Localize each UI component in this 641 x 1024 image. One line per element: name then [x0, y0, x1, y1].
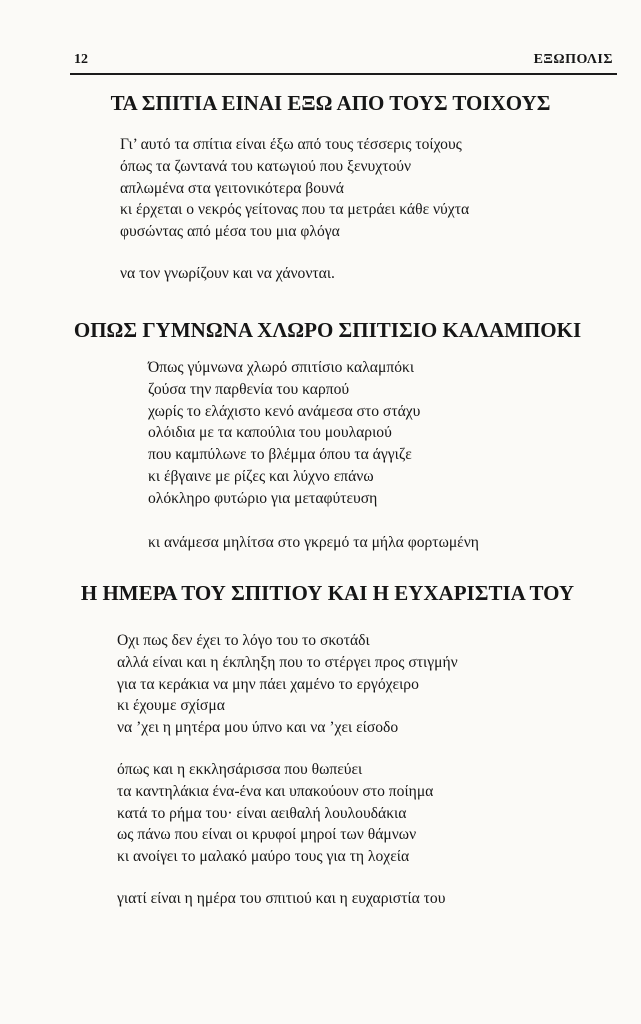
verse-line: ολόκληρο φυτώριο για μεταφύτευση — [148, 489, 378, 507]
verse-line: ζούσα την παρθενία του καρπού — [148, 380, 350, 398]
verse-line: να τον γνωρίζουν και να χάνονται. — [120, 264, 335, 282]
verse-line: για τα κεράκια να μην πάει χαμένο το εργόχειρο — [117, 675, 419, 693]
verse-line: να ’χει η μητέρα μου ύπνο και να ’χει είσοδο — [117, 719, 399, 737]
verse-line: Όπως γύμνωνα χλωρό σπιτίσιο καλαμπόκι — [148, 359, 415, 376]
verse-line: όπως τα ζωντανά του κατωγιού που ξενυχτούν — [120, 157, 412, 175]
poem-3-stanza-1 — [117, 630, 641, 739]
page-header — [74, 48, 615, 70]
page-number: 12 — [74, 52, 88, 67]
poem-3 — [0, 581, 641, 910]
verse-line: ολόιδια με τα καπούλια του μουλαριού — [148, 424, 392, 442]
verse-line: ως πάνω που είναι οι κρυφοί μηροί των θάμνων — [117, 826, 417, 844]
poem-2-stanza-2 — [148, 532, 641, 554]
verse-line: χωρίς το ελάχιστο κενό ανάμεσα στο στάχυ — [148, 402, 421, 420]
poem-2-title: ΟΠΩΣ ΓΥΜΝΩΝΑ ΧΛΩΡΟ ΣΠΙΤΙΣΙΟ ΚΑΛΑΜΠΟΚΙ — [73, 318, 582, 342]
poem-3-title: Η ΗΜΕΡΑ ΤΟΥ ΣΠΙΤΙΟΥ ΚΑΙ Η ΕΥΧΑΡΙΣΤΙΑ ΤΟΥ — [80, 581, 575, 605]
poem-1-title: ΤΑ ΣΠΙΤΙΑ ΕΙΝΑΙ ΕΞΩ ΑΠΟ ΤΟΥΣ ΤΟΙΧΟΥΣ — [110, 91, 551, 115]
poem-1 — [0, 91, 641, 285]
verse-line: κι έβγαινε με ρίζες και λύχνο επάνω — [148, 467, 374, 485]
verse-line: κι ανάμεσα μηλίτσα στο γκρεμό τα μήλα φορτωμένη — [148, 533, 479, 551]
verse-line: αλλά είναι και η έκπληξη που το στέργει προς στιγμήν — [117, 653, 458, 671]
verse-line: τα καντηλάκια ένα-ένα και υπακούουν στο ποίημα — [117, 782, 434, 800]
verse-line: κι έρχεται ο νεκρός γείτονας που τα μετράει κάθε νύχτα — [120, 201, 470, 219]
poem-3-stanza-2 — [117, 759, 641, 868]
verse-line: κι έχουμε σχίσμα — [117, 697, 225, 715]
poem-1-stanza-1 — [120, 134, 641, 243]
verse-line: Γι’ αυτό τα σπίτια είναι έξω από τους τέσσερις τοίχους — [120, 136, 462, 153]
verse-line: απλωμένα στα γειτονικότερα βουνά — [120, 179, 344, 197]
verse-line: Οχι πως δεν έχει το λόγο του το σκοτάδι — [117, 632, 370, 649]
poem-2-stanza-1 — [148, 357, 641, 510]
verse-line: γιατί είναι η ημέρα του σπιτιού και η ευχαριστία του — [117, 889, 446, 907]
header-rule — [70, 73, 617, 75]
poem-2 — [0, 318, 641, 553]
poem-1-stanza-2 — [120, 263, 641, 285]
journal-title: ΕΞΩΠΟΛΙΣ — [533, 52, 613, 67]
verse-line: κι ανοίγει το μαλακό μαύρο τους για τη λοχεία — [117, 848, 410, 866]
poem-3-stanza-3 — [117, 888, 641, 910]
verse-line: κατά το ρήμα του· είναι αειθαλή λουλουδάκια — [117, 804, 407, 822]
verse-line: φυσώντας από μέσα του μια φλόγα — [120, 223, 340, 241]
verse-line: που καμπύλωνε το βλέμμα όπου τα άγγιζε — [148, 446, 412, 464]
verse-line: όπως και η εκκλησάρισσα που θωπεύει — [117, 760, 363, 778]
